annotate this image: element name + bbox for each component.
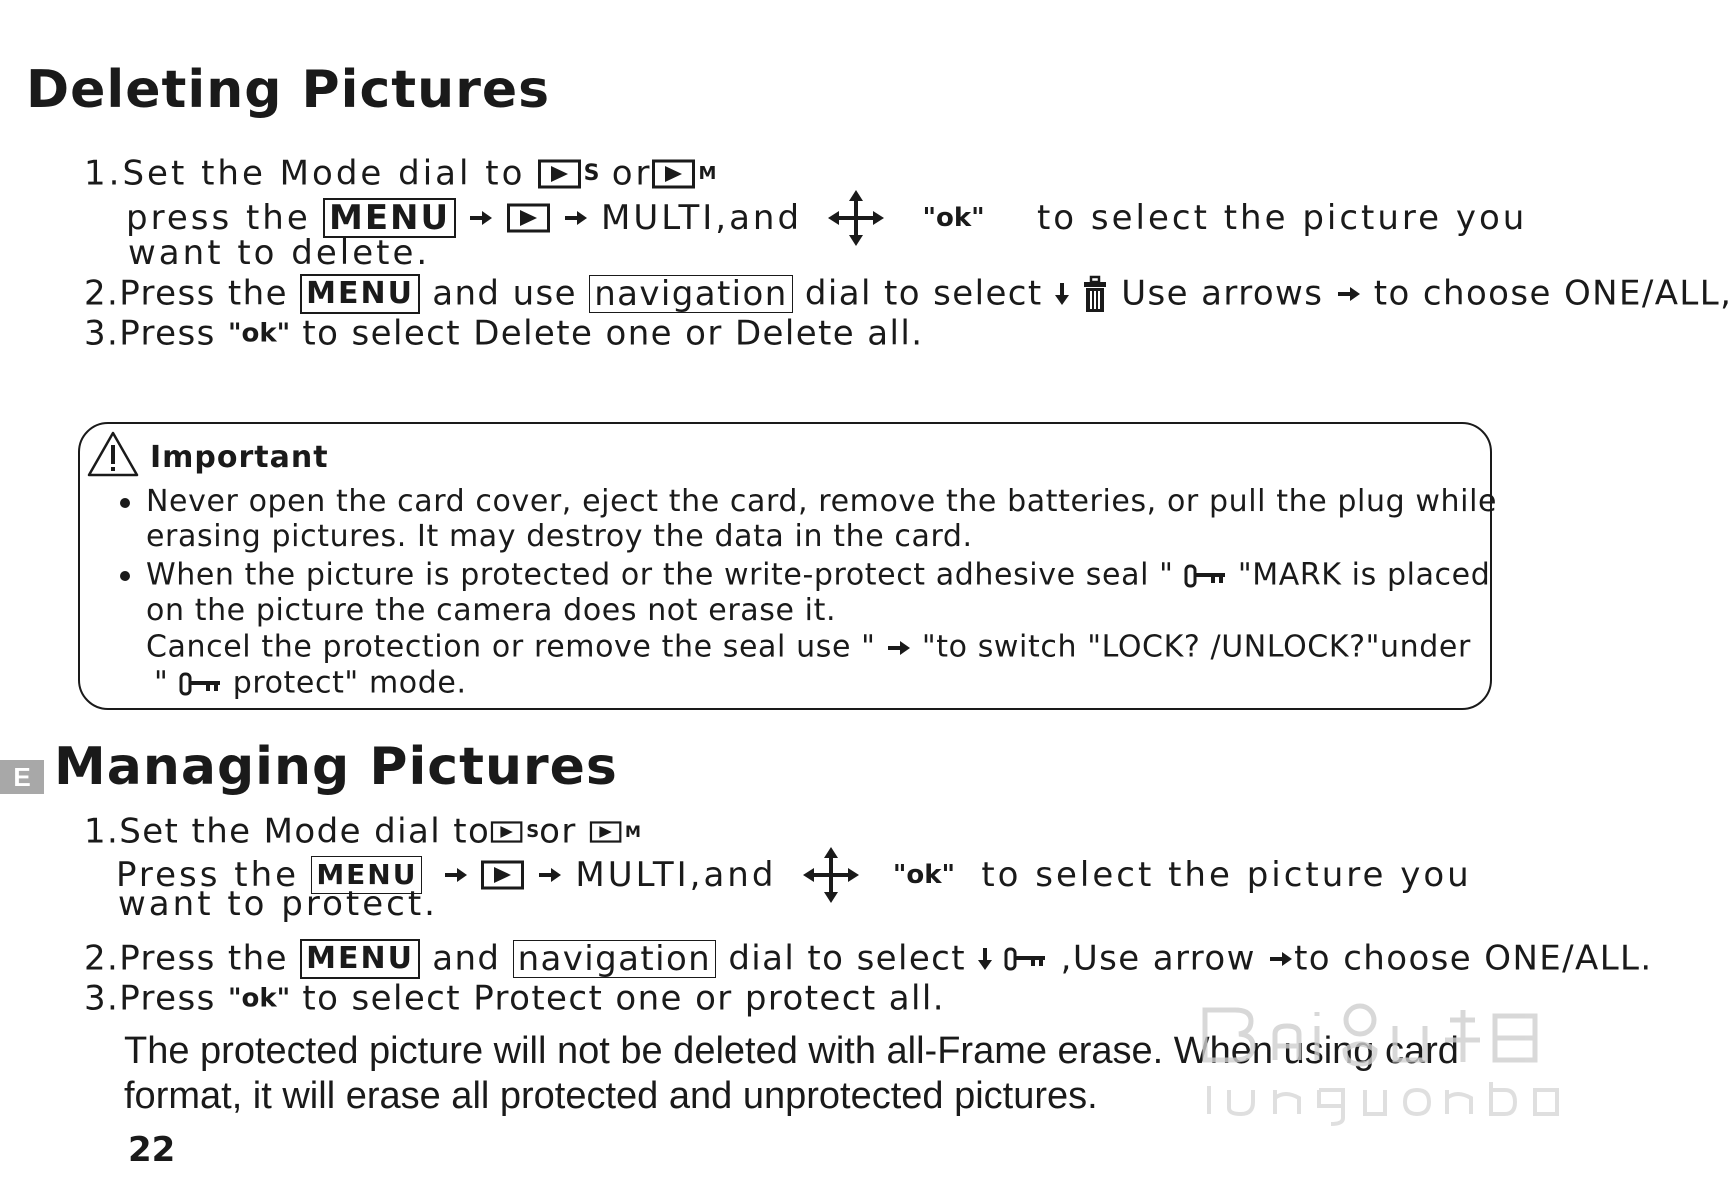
arrow-right-icon xyxy=(537,867,563,883)
manage-step1-line3: want to protect. xyxy=(118,884,438,924)
page-number: 22 xyxy=(128,1130,176,1170)
arrow-down-icon xyxy=(978,947,992,971)
protect-note-line1: The protected picture will not be deleted with all-Frame erase. When using card xyxy=(124,1030,1459,1072)
arrow-right-icon xyxy=(1336,286,1362,302)
important-b1-line2: erasing pictures. It may destroy the data in the card. xyxy=(146,519,973,554)
protect-note-line2: format, it will erase all protected and unprotected pictures. xyxy=(124,1075,1098,1117)
key-protect-icon xyxy=(1184,564,1228,588)
playback-icon xyxy=(507,203,551,233)
four-way-navigation-icon xyxy=(803,847,859,903)
playback-icon xyxy=(652,159,696,189)
delete-step3: 3.Press "ok" to select Delete one or Delete all. xyxy=(84,313,924,354)
important-b2-line3: Cancel the protection or remove the seal use " "to switch "LOCK? /UNLOCK?"under xyxy=(146,629,1471,665)
side-tab-language: E xyxy=(0,760,44,794)
bullet xyxy=(120,498,130,508)
important-b2-line2: on the picture the camera does not erase it. xyxy=(146,593,837,628)
delete-step1-line2: press the MENU MULTI,and "ok" to select the picture you xyxy=(126,190,1527,246)
playback-icon xyxy=(589,821,623,843)
menu-button-label: MENU xyxy=(300,274,420,314)
playback-icon xyxy=(481,860,525,890)
manage-step2: 2.Press the MENU and navigation dial to select ,Use arrow to choose ONE/ALL. xyxy=(84,938,1653,979)
arrow-right-icon xyxy=(886,640,912,656)
delete-step2: 2.Press the MENU and use navigation dial to select Use arrows to choose ONE/ALL, xyxy=(84,273,1732,314)
important-b2-line1: When the picture is protected or the write-protect adhesive seal " "MARK is placed xyxy=(146,557,1491,593)
arrow-right-icon xyxy=(443,867,469,883)
manage-step1-line1: 1.Set the Mode dial to Sor M xyxy=(84,811,641,852)
arrow-right-icon xyxy=(468,210,494,226)
manage-step1-line2: Press the MENU MULTI,and "ok" to select the picture you xyxy=(116,847,1472,903)
important-b2-line4: " protect" mode. xyxy=(154,665,467,701)
delete-step1-line1: 1.Set the Mode dial to S or M xyxy=(84,153,717,194)
navigation-dial-label: navigation xyxy=(589,275,793,313)
arrow-right-icon xyxy=(563,210,589,226)
navigation-dial-label: navigation xyxy=(513,940,717,978)
menu-button-label: MENU xyxy=(300,939,420,979)
delete-step1-line3: want to delete. xyxy=(128,233,431,273)
section-title-managing: Managing Pictures xyxy=(54,737,618,797)
trash-icon xyxy=(1081,274,1109,314)
key-protect-icon xyxy=(179,672,223,696)
watermark-logo xyxy=(1195,990,1585,1120)
four-way-navigation-icon xyxy=(828,190,884,246)
playback-icon xyxy=(490,821,524,843)
key-protect-icon xyxy=(1004,947,1048,971)
arrow-down-icon xyxy=(1055,282,1069,306)
bullet xyxy=(120,571,130,581)
warning-triangle-icon xyxy=(86,430,140,478)
menu-button-label: MENU xyxy=(323,198,456,238)
important-b1-line1: Never open the card cover, eject the card, remove the batteries, or pull the plug while xyxy=(146,484,1498,519)
section-title-deleting: Deleting Pictures xyxy=(26,60,551,120)
menu-button-label: MENU xyxy=(311,856,422,894)
arrow-right-icon xyxy=(1268,951,1294,967)
playback-icon xyxy=(538,159,582,189)
manage-step3: 3.Press "ok" to select Protect one or protect all. xyxy=(84,978,945,1019)
important-title: Important xyxy=(150,440,329,475)
